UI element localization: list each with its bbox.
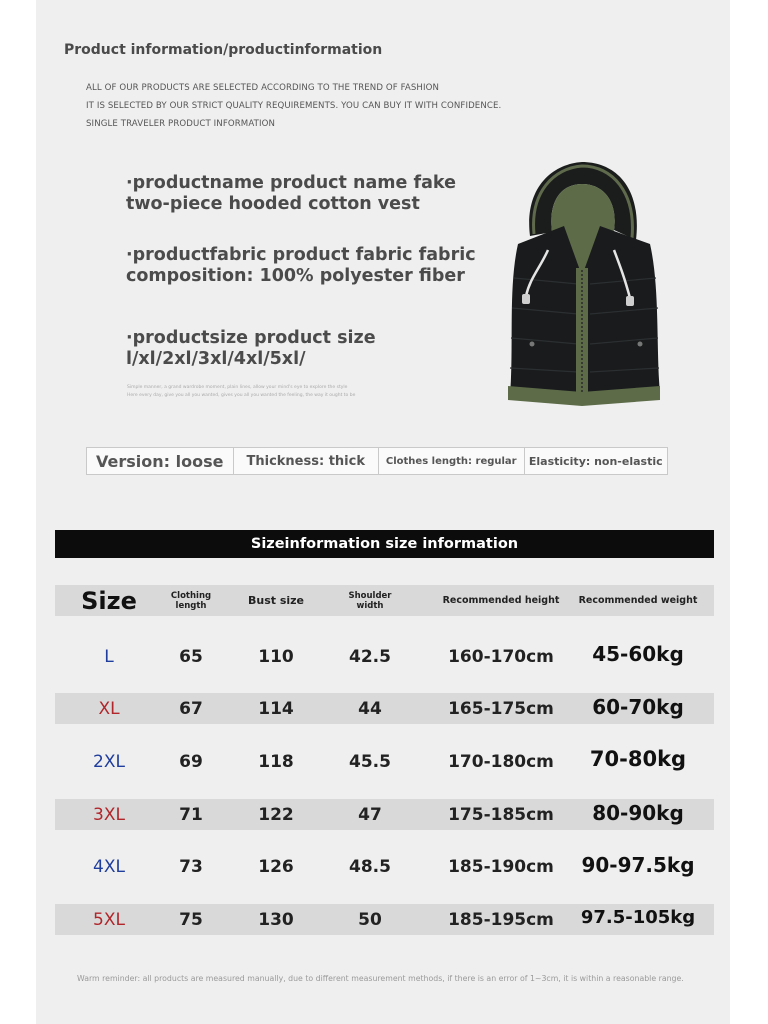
size-label: 4XL	[93, 856, 125, 877]
attribute-thickness: Thickness: thick	[234, 448, 380, 474]
size-label: XL	[98, 698, 120, 719]
table-row	[55, 746, 714, 777]
cell-clothing-length: 67	[179, 698, 203, 719]
table-row	[55, 693, 714, 724]
header-shoulder-width: Shoulder width	[348, 590, 392, 611]
product-size-line: l/xl/2xl/3xl/4xl/5xl/	[126, 349, 306, 369]
vest-product-image	[490, 158, 678, 408]
cell-recommended-weight: 80-90kg	[592, 800, 684, 825]
cell-bust-size: 110	[258, 646, 294, 667]
cell-recommended-weight: 60-70kg	[592, 694, 684, 719]
section-title: Product information/productinformation	[64, 42, 383, 58]
cell-bust-size: 122	[258, 804, 294, 825]
cell-clothing-length: 75	[179, 909, 203, 930]
cell-shoulder-width: 42.5	[349, 646, 391, 667]
cell-shoulder-width: 50	[358, 909, 382, 930]
cell-clothing-length: 69	[179, 751, 203, 772]
cell-recommended-weight: 97.5-105kg	[580, 907, 696, 928]
header-clothing-length: Clothing length	[170, 590, 212, 611]
product-size-line: ·productsize product size	[126, 328, 376, 348]
attribute-bar	[86, 447, 668, 475]
cell-bust-size: 130	[258, 909, 294, 930]
cell-recommended-height: 165-175cm	[448, 698, 554, 719]
cell-clothing-length: 71	[179, 804, 203, 825]
cell-recommended-weight: 70-80kg	[589, 746, 687, 771]
cell-recommended-height: 160-170cm	[448, 646, 554, 667]
cell-bust-size: 114	[258, 698, 294, 719]
table-row	[55, 904, 714, 935]
warm-reminder: Warm reminder: all products are measured manually, due to different measurement methods, if there is an error of 1~3cm, it is within a reasonable range.	[77, 974, 684, 983]
cell-shoulder-width: 45.5	[349, 751, 391, 772]
cell-clothing-length: 65	[179, 646, 203, 667]
header-bust-size: Bust size	[247, 594, 305, 607]
notice-line: ALL OF OUR PRODUCTS ARE SELECTED ACCORDING TO THE TREND OF FASHION	[86, 83, 439, 93]
attribute-elasticity: Elasticity: non-elastic	[528, 454, 663, 468]
attribute-clothes-length: Clothes length: regular	[379, 448, 525, 474]
fine-print: Here every day, give you all you wanted, gives you all you wanted the feeling, the way it ought to be	[127, 393, 356, 398]
product-fabric-line: composition: 100% polyester fiber	[126, 266, 465, 286]
fine-print: Simple manner, a grand wardrobe moment, plain lines, allow your mind's eye to explore the style	[127, 385, 348, 390]
header-recommended-height: Recommended height	[442, 595, 560, 606]
cell-recommended-height: 185-190cm	[448, 856, 554, 877]
product-name-line: two-piece hooded cotton vest	[126, 194, 420, 214]
cell-recommended-height: 185-195cm	[448, 909, 554, 930]
cell-shoulder-width: 44	[358, 698, 382, 719]
cell-recommended-weight: 90-97.5kg	[581, 852, 695, 877]
size-label: L	[104, 646, 114, 667]
size-table-banner: Sizeinformation size information	[55, 530, 714, 558]
notice-line: SINGLE TRAVELER PRODUCT INFORMATION	[86, 119, 276, 129]
product-fabric-line: ·productfabric product fabric fabric	[126, 245, 476, 265]
cell-recommended-height: 170-180cm	[448, 751, 554, 772]
size-label: 2XL	[93, 751, 125, 772]
table-row	[55, 799, 714, 830]
size-label: 3XL	[93, 804, 125, 825]
size-table-header	[55, 585, 714, 616]
header-size: Size	[81, 586, 137, 615]
cell-recommended-height: 175-185cm	[448, 804, 554, 825]
table-row	[55, 641, 714, 672]
product-name-line: ·productname product name fake	[126, 173, 456, 193]
notice-line: IT IS SELECTED BY OUR STRICT QUALITY REQUIREMENTS. YOU CAN BUY IT WITH CONFIDENCE.	[86, 101, 502, 111]
cell-bust-size: 126	[258, 856, 294, 877]
cell-bust-size: 118	[258, 751, 294, 772]
cell-shoulder-width: 48.5	[349, 856, 391, 877]
cell-shoulder-width: 47	[358, 804, 382, 825]
header-recommended-weight: Recommended weight	[578, 595, 698, 606]
table-row	[55, 851, 714, 882]
cell-recommended-weight: 45-60kg	[592, 641, 684, 666]
attribute-version: Version: loose	[87, 448, 234, 474]
size-label: 5XL	[93, 909, 125, 930]
cell-clothing-length: 73	[179, 856, 203, 877]
